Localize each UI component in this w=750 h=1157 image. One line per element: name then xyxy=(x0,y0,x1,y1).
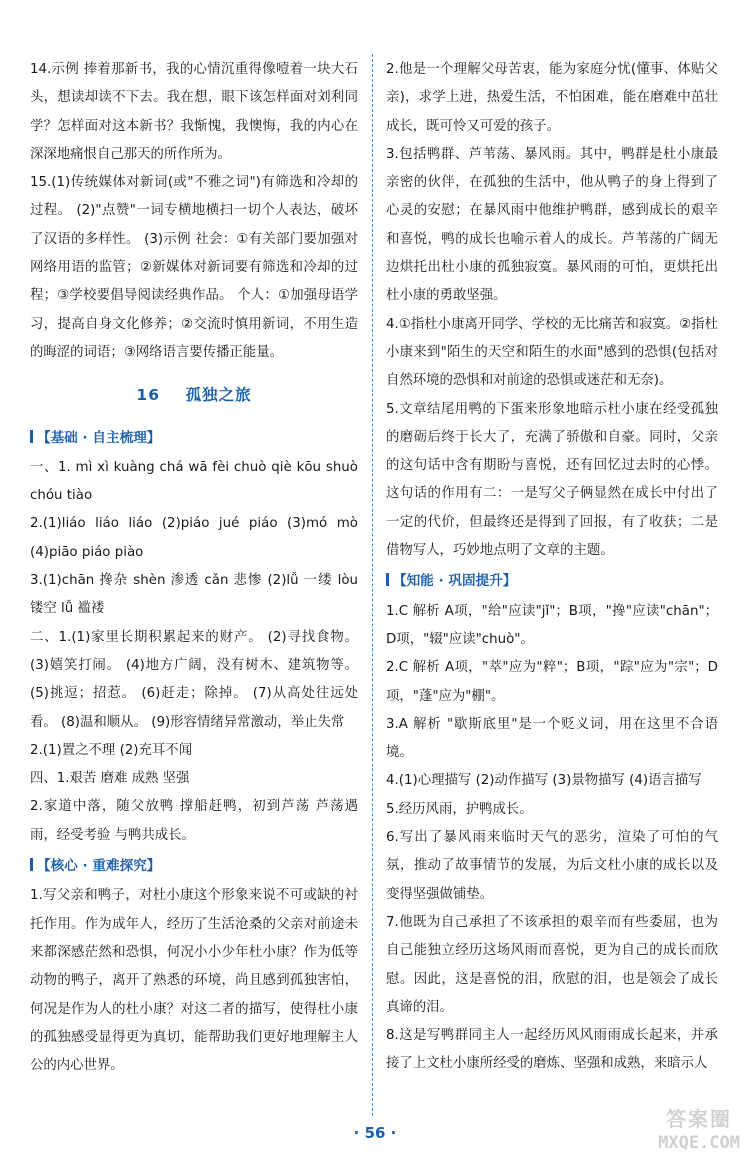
section-basics-header: 【基础 · 自主梳理】 xyxy=(30,422,358,454)
practice-6: 6.写出了暴风雨来临时天气的恶劣，渲染了可怕的气氛，推动了故事情节的发展，为后文杜小康的成长以及变得坚强做铺垫。 xyxy=(386,830,718,902)
core-2: 2.他是一个理解父母苦衷，能为家庭分忧(懂事、体贴父亲)，求学上进，热爱生活，不怕困难，能在磨难中茁壮成长，既可怜又可爱的孩子。 xyxy=(386,62,718,134)
left-column xyxy=(30,56,358,1080)
practice-8: 8.这是写鸭群同主人一起经历风风雨雨成长起来，并承接了上文杜小康所经受的磨炼、坚强和成熟，来暗示人 xyxy=(386,1028,718,1072)
core-3: 3.包括鸭群、芦苇荡、暴风雨。其中，鸭群是杜小康最亲密的伙伴，在孤独的生活中，他从鸭子的身上得到了心灵的安慰；在暴风雨中他维护鸭群，感到成长的艰辛和喜悦，鸭的成长也喻示着人的成长。芦苇荡的广阔无边烘托出杜小康的孤独寂寞。暴风雨的可怕，更烘托出杜小康的勇敢坚强。 xyxy=(386,146,718,304)
basics-2-1: 二、1.(1)家里长期积累起来的财产。 (2)寻找食物。 (3)嬉笑打闹。 (4)地方广阔，没有树木、建筑物等。 (5)挑逗；招惹。 (6)赶走；除掉。 (7)从高处往远处看。 (8)温和顺从。 (9)形容情绪异常激动，举止失常 xyxy=(30,629,358,730)
basics-4-1: 四、1.艰苦 磨难 成熟 坚强 xyxy=(30,771,190,787)
watermark-logo xyxy=(622,1103,742,1153)
practice-7: 7.他既为自己承担了不该承担的艰辛而有些委屈，也为自己能独立经历这场风雨而喜悦，更为自己的成长而欣慰。因此，这是喜悦的泪，欣慰的泪，也是领会了成长真谛的泪。 xyxy=(386,914,718,1015)
section-bar-icon xyxy=(30,430,33,443)
practice-5: 5.经历风雨，护鸭成长。 xyxy=(386,801,533,817)
practice-1: 1.C 解析 A项，"给"应读"jǐ"；B项，"搀"应读"chān"；D项，"辍"应读"chuò"。 xyxy=(386,603,718,647)
basics-2-2: 2.(1)置之不理 (2)充耳不闻 xyxy=(30,742,193,758)
right-column xyxy=(386,56,718,1079)
watermark-bottom: MXQE.COM xyxy=(658,1133,740,1153)
core-4: 4.①指杜小康离开同学、学校的无比痛苦和寂寞。②指杜小康来到"陌生的天空和陌生的水面"感到的恐惧(包括对自然环境的恐惧和对前途的恐惧或迷茫和无奈)。 xyxy=(386,316,718,389)
practice-4: 4.(1)心理描写 (2)动作描写 (3)景物描写 (4)语言描写 xyxy=(386,773,702,789)
answer-14: 14.示例 捧着那新书，我的心情沉重得像噎着一块大石头，想读却读不下去。我在想，眼下该怎样面对刘利同学？怎样面对这本新书？我惭愧，我懊悔，我的内心在深深地痛恨自己那天的所作所为。 xyxy=(30,62,358,162)
watermark-top: 答案圈 xyxy=(666,1107,732,1131)
practice-3: 3.A 解析 "歇斯底里"是一个贬义词，用在这里不合语境。 xyxy=(386,716,718,761)
answer-15: 15.(1)传统媒体对新词(或"不雅之词")有筛选和冷却的过程。 (2)"点赞"一词专横地横扫一切个人表达，破坏了汉语的多样性。 (3)示例 社会：①有关部门要加强对网络用语的监管；②新媒体对新词要有筛选和冷却的过程；③学校要倡导阅读经典作品。 个人：①加强母语学习，提高自身文化修养；②交流时慎用新词，不用生造的晦涩的词语；③网络语言要传播正能量。 xyxy=(30,175,358,360)
page-number: · 56 · xyxy=(353,1124,397,1142)
basics-4-2: 2.家道中落，随父放鸭 撑船赶鸭，初到芦荡 芦荡遇雨，经受考验 与鸭共成长。 xyxy=(30,799,358,843)
section-practice-header: 【知能 · 巩固提升】 xyxy=(386,565,718,597)
chapter-name: 孤独之旅 xyxy=(185,386,252,405)
core-5: 5.文章结尾用鸭的下蛋来形象地暗示杜小康在经受孤独的磨砺后终于长大了，充满了骄傲和自豪。同时，父亲的这句话中含有期盼与喜悦，还有回忆过去时的心悸。这句话的作用有二：一是写父子俩显然在成长中付出了一定的代价，但最终还是得到了回报，有了收获；二是借物写人，巧妙地点明了文章的主题。 xyxy=(386,401,718,559)
column-divider xyxy=(372,54,373,1116)
chapter-number: 16 xyxy=(136,386,160,405)
basics-1-3: 3.(1)chān 搀杂 shèn 渗透 cǎn 悲惨 (2)lǚ 一缕 lòu 镂空 lǚ 褴褛 xyxy=(30,573,358,617)
core-1: 1.写父亲和鸭子，对杜小康这个形象来说不可或缺的衬托作用。作为成年人，经历了生活沧桑的父亲对前途未来都深感茫然和恐惧，何况小小少年杜小康？作为低等动物的鸭子，离开了熟悉的环境，尚且感到孤独害怕，何况是作为人的杜小康？对这二者的描写，使得杜小康的孤独感受显得更为真切，能帮助我们更好地理解主人公的内心世界。 xyxy=(30,888,358,1074)
section-bar-icon xyxy=(386,573,389,586)
basics-1-2: 2.(1)liáo liáo liáo (2)piáo jué piáo (3)mó mò (4)piāo piáo piào xyxy=(30,516,358,560)
section-core-header: 【核心 · 重难探究】 xyxy=(30,850,358,882)
practice-2: 2.C 解析 A项，"萃"应为"粹"；B项，"踪"应为"宗"；D项，"蓬"应为"棚"。 xyxy=(386,660,718,704)
basics-1-1: 一、1. mì xì kuàng chá wā fèi chuò qiè kōu shuò chóu tiào xyxy=(30,459,358,504)
section-bar-icon xyxy=(30,858,33,871)
chapter-title xyxy=(30,381,358,409)
